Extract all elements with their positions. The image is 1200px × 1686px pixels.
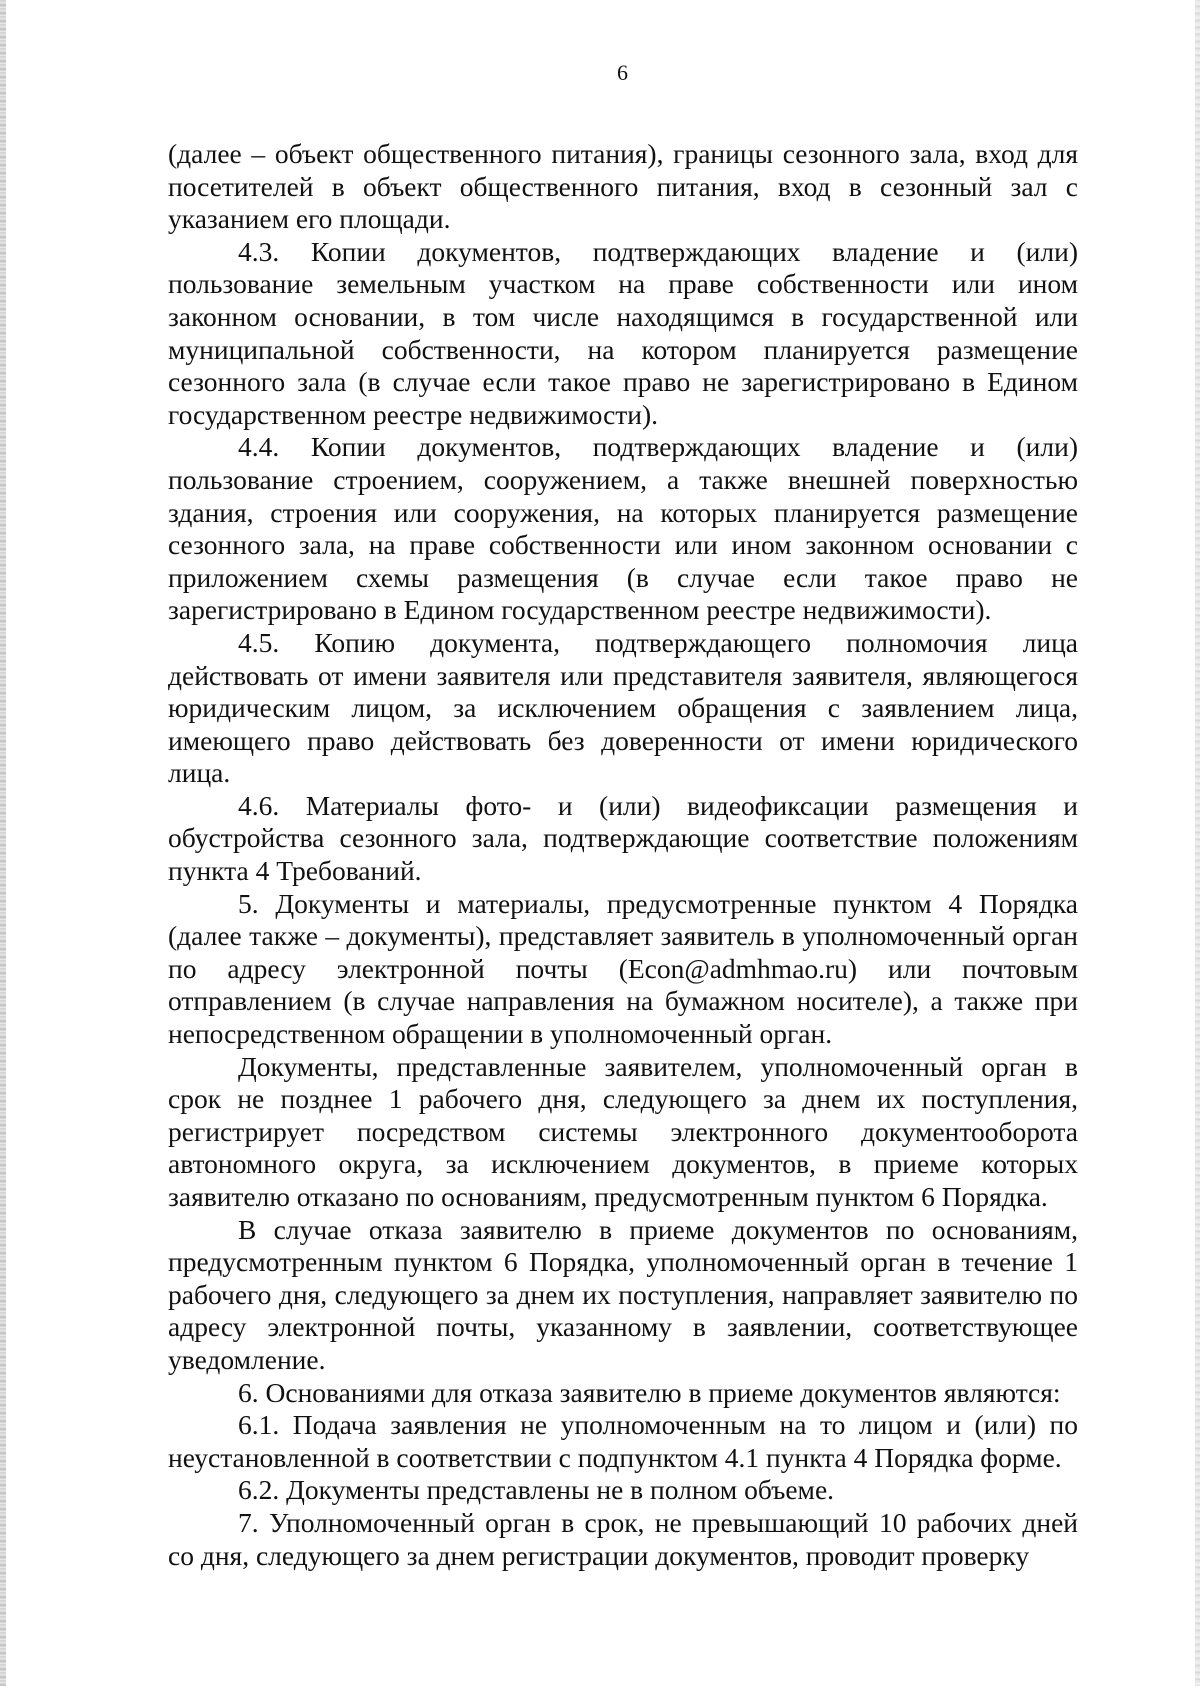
document-body: [168, 138, 1078, 1572]
paragraph-5: 5. Документы и материалы, предусмотренные пунктом 4 Порядка (далее также – документы), представляет заявитель в уполномоченный орган по адресу электронной почты (Econ@admhmao.ru) или почтовым отправлением (в случае направления на бумажном носителе), а также при непосредственном обращении в уполномоченный орган.: [168, 887, 1078, 1050]
page-number: 6: [617, 60, 628, 85]
paragraph-6-2: 6.2. Документы представлены не в полном объеме.: [238, 1474, 835, 1506]
paragraph-7: 7. Уполномоченный орган в срок, не превышающий 10 рабочих дней со дня, следующего за днем регистрации документов, проводит проверку: [168, 1506, 1078, 1571]
paragraph-5-registration: Документы, представленные заявителем, уполномоченный орган в срок не позднее 1 рабочего дня, следующего за днем их поступления, регистрирует посредством системы электронного документооборота автономного округа, за исключением документов, в приеме которых заявителю отказано по основаниям, предусмотренным пунктом 6 Порядка.: [168, 1050, 1078, 1212]
paragraph-5-refusal: В случае отказа заявителю в приеме документов по основаниям, предусмотренным пунктом 6 Порядка, уполномоченный орган в течение 1 рабочего дня, следующего за днем их поступления, направляет заявителю по адресу электронной почты, указанному в заявлении, соответствующее уведомление.: [168, 1213, 1078, 1375]
paragraph-4-6: 4.6. Материалы фото- и (или) видеофиксации размещения и обустройства сезонного зала, подтверждающие соответствие положениям пункта 4 Требований.: [168, 789, 1078, 887]
scan-edge-right: [1195, 0, 1200, 1686]
paragraph-continuation: (далее – объект общественного питания), границы сезонного зала, вход для посетителей в объект общественного питания, вход в сезонный зал с указанием его площади.: [168, 138, 1078, 235]
paragraph-6: 6. Основаниями для отказа заявителю в приеме документов являются:: [238, 1376, 1061, 1408]
paragraph-6-1: 6.1. Подача заявления не уполномоченным на то лицом и (или) по неустановленной в соответствии с подпунктом 4.1 пункта 4 Порядка форме.: [168, 1409, 1078, 1473]
paragraph-4-4: 4.4. Копии документов, подтверждающих владение и (или) пользование строением, сооружением, а также внешней поверхностью здания, строения или сооружения, на которых планируется размещение сезонного зала, на праве собственности или ином законном основании с приложением схемы размещения (в случае если такое право не зарегистрировано в Едином государственном реестре недвижимости).: [168, 431, 1078, 626]
paragraph-4-3: 4.3. Копии документов, подтверждающих владение и (или) пользование земельным участком на праве собственности или ином законном основании, в том числе находящимся в государственной или муниципальной собственности, на котором планируется размещение сезонного зала (в случае если такое право не зарегистрировано в Едином государственном реестре недвижимости).: [168, 235, 1078, 430]
paragraph-4-5: 4.5. Копию документа, подтверждающего полномочия лица действовать от имени заявителя или представителя заявителя, являющегося юридическим лицом, за исключением обращения с заявлением лица, имеющего право действовать без доверенности от имени юридического лица.: [168, 626, 1078, 789]
scan-edge-left: [0, 0, 6, 1686]
